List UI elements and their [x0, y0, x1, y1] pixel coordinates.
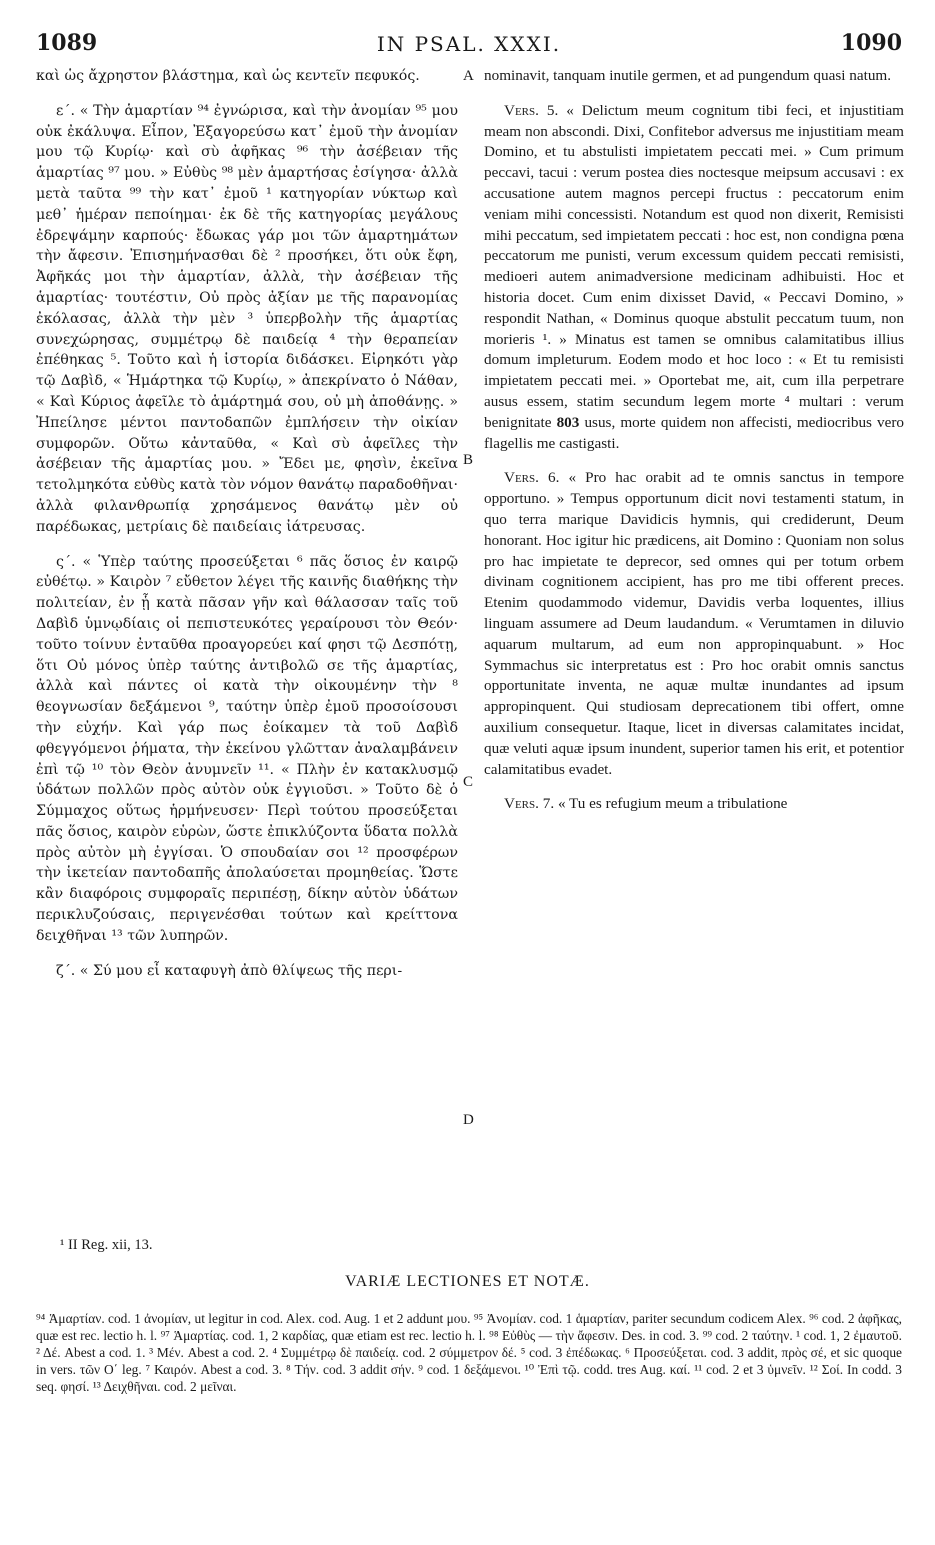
- greek-paragraph-1: καὶ ὡς ἄχρηστον βλάστημα, καὶ ὡς κεντεῖν πεφυκός.: [36, 68, 420, 84]
- greek-paragraph-verse-6: ς΄. « Ὑπὲρ ταύτης προσεύξεται ⁶ πᾶς ὅσιος ἐν καιρῷ εὐθέτῳ. » Καιρὸν ⁷ εὔθετον λέγει τῆς καινῆς διαθήκης τὴν πολιτείαν, ἐν ᾗ κατὰ πᾶσαν γῆν καὶ θάλασσαν ταῖς τοῦ Δαβὶδ ὑμνῳδίαις οἱ πεπιστευκότες γεραίρουσι τὸν Θεόν· τοῦτο τοίνυν ἐνταῦθα προαγορεύει καί φησι τῷ Δεσπότῃ, ὅτι Οὐ μόνος ὑπὲρ ταύτης ἀντιβολῶ σε τῆς ἁμαρτίας, ἀλλὰ καὶ πάντες οἱ κατὰ τὴν οἰκουμένην τὴν ⁸ θεογνωσίαν δεξάμενοι ⁹, ταύτην ὑπὲρ ἐμοῦ προσοίσουσι τὴν εὐχήν. Καὶ γάρ πως ἐοίκαμεν τὰ τοῦ Δαβὶδ φθεγγόμενοι ῥήματα, τὴν ἐκείνου γλῶτταν ἀναλαμβάνειν ἐπὶ τῷ ¹⁰ τὸν Θεὸν ἀνυμνεῖν ¹¹. « Πλὴν ἐν κατακλυσμῷ ὑδάτων πολλῶν πρὸς αὐτὸν οὐκ ἐγγιοῦσι. » Τοῦτο δὲ ὁ Σύμμαχος οὕτως ἡρμήνευσεν· Περὶ τούτου προσεύξεται πᾶς ὅσιος, καιρὸν εὑρὼν, ὥστε ἐπικλύζοντα ὕδατα πολλὰ πρὸς αὐτὸν μὴ ἐγγίσαι. Ὁ σπουδαίαν σοι ¹² προσφέρων τὴν ἱκετείαν παντοδαπῆς ἀπολαύσεται προμηθείας. Ὥστε κἂν διαφόροις συμφοραῖς περιπέσῃ, δίκην αὐτὸν ὑδάτων περικλυζούσαις, περιγενέσθαι τούτων καὶ κρείττονα δειχθῆναι ¹³ τῶν λυπηρῶν.: [36, 553, 458, 944]
- latin-paragraph-1: nominavit, tanquam inutile germen, et ad pungendum quasi natum.: [484, 67, 892, 84]
- latin-text-verse-6: « Pro hac orabit ad te omnis sanctus in tempore opportuno. » Tempus opportunum dicit novi testamenti statum, in quo terra marique Davidicis hymnis, qui crediderunt, Deum honorant. Hoc igitur hic prædicens, ait Domino : Quoniam non solus pro hac impietate te deprecor, sed omnes qui per totum orbem divinam cognitionem accipient, has pro me tibi offerent preces. Etenim quodammodo videmur, Davidis verba loquentes, illius linguam assumere ad Deum laudandum. « Verumtamen in diluvio aquarum multarum, ad eum non appropinquabunt. » Hoc Symmachus sic interpretatus est : Pro hoc orabit omnis sanctus opportunitate inventa, ne aquæ multæ inundantes ad ipsum appropinquent. Qui studiosam deprecationem tibi offert, omne auxilium consequetur. Itaque, licet in diversas calamitates incidat, quæ veluti aquæ ipsum inundent, superior tamen his erit, et potentior calamitatibus evadet.: [484, 469, 904, 778]
- variae-lectiones-notes: ⁹⁴ Ἁμαρτίαν. cod. 1 ἀνομίαν, ut legitur in cod. Alex. cod. Aug. 1 et 2 addunt μου. ⁹⁵ Ἀνομίαν. cod. 1 ἁμαρτίαν, pariter secundum codicem Alex. ⁹⁶ cod. 2 ἀφῆκας, quæ est rec. lectio h. l. ⁹⁷ Ἁμαρτίας. cod. 1, 2 καρδίας, quæ etiam est rec. lectio h. l. ⁹⁸ Εὐθὺς — τὴν ἄφεσιν. Des. in cod. 3. ⁹⁹ cod. 2 ταύτην. ¹ cod. 1, 2 ἐμαυτοῦ. ² Δέ. Abest a cod. 1. ³ Μέν. Abest a cod. 2. ⁴ Συμμέτρῳ δὲ παιδείᾳ. cod. 2 σύμμετρον δέ. ⁵ cod. 3 ἐπέδωκας. ⁶ Προσεύξεται. cod. 3 addit, πρὸς σέ, et sic quoque in vers. τῶν Ο΄ leg. ⁷ Καιρόν. Abest a cod. 3. ⁸ Τήν. cod. 3 addit σήν. ⁹ cod. 1 δεξάμενοι. ¹⁰ Ἐπὶ τῷ. codd. tres Aug. καί. ¹¹ cod. 2 et 3 ὑμνεῖν. ¹² Σοί. In codd. 3 seq. φησί. ¹³ Δειχθῆναι. cod. 2 μεῖναι.: [36, 1311, 902, 1394]
- latin-paragraph-verse-5: [484, 101, 904, 455]
- running-title: IN PSAL. XXXI.: [376, 32, 562, 56]
- latin-column: [484, 66, 904, 815]
- page-number-right: 1090: [840, 30, 902, 56]
- latin-paragraph-verse-7: [484, 794, 904, 815]
- page-number-left: 1089: [36, 30, 98, 56]
- verse-label-5: Vers. 5.: [504, 101, 559, 119]
- scripture-reference: ¹ II Reg. xii, 13.: [60, 1237, 153, 1253]
- margin-letter-c: C: [463, 774, 474, 790]
- page-header: [36, 30, 902, 64]
- column-marker: 803: [556, 413, 580, 431]
- latin-text-verse-5: « Delictum meum cognitum tibi feci, et injustitiam meam non abscondi. Dixi, Confitebor adversus me injustitiam meam Domino, et tu abstulisti impietatem peccati mei. » Cum primum peccavi, tacui : verum postea dies noctesque meipsum accusavi : ex accusatione autem magnos percepi fructus : peccatorum enim veniam mihi concessisti. Notandum est quod non dixerit, Remisisti mihi peccatum, sed impietatem peccati : hoc est, non condigna pœna peccatorum me punisti, verum excessum quidem peccati remisisti, medioeri autem animadversione medicinam adhibuisti. Hoc et historia docet. Cum enim dixisset David, « Peccavi Domino, » respondit Nathan, « Dominus quoque abstulit peccatum tuum, non morieris ¹. » Minatus est tamen se omnibus calamitatibus illius domum impleturum. Eodem modo et hoc loco : « Et tu remisisti impietatem peccati mei. » Oportebat me, ait, cum illa perpetrare ausus essem, statim secundum legem morte ⁴ multari : verum benignitate: [484, 101, 904, 431]
- greek-paragraph-verse-5: ε΄. « Τὴν ἁμαρτίαν ⁹⁴ ἐγνώρισα, καὶ τὴν ἀνομίαν ⁹⁵ μου οὐκ ἐκάλυψα. Εἶπον, Ἐξαγορεύσω κατ᾽ ἐμοῦ τὴν ἀνομίαν μου τῷ Κυρίῳ· καὶ σὺ ἀφῆκας ⁹⁶ τὴν ἀσέβειαν τῆς ἁμαρτίας ⁹⁷ μου. » Εὐθὺς ⁹⁸ μὲν ἁμαρτήσας ἐσίγησα· ἀλλὰ μετὰ ταῦτα ⁹⁹ τὴν κατ᾽ ἐμοῦ ¹ κατηγορίαν νύκτωρ καὶ μεθ᾽ ἡμέραν πεποίημαι· ἐκ δὲ τῆς κατηγορίας μεγάλους ἐδρεψάμην καρπούς· ἔδωκας γάρ μοι τῶν ἁμαρτημάτων τὴν ἄφεσιν. Ἐπισημήνασθαι δὲ ² προσήκει, ὅτι οὐκ ἔφη, Ἀφῆκάς μοι τὴν ἁμαρτίαν, ἀλλὰ, τὴν ἀσέβειαν τῆς ἁμαρτίας· τουτέστιν, Οὐ πρὸς ἀξίαν με τῆς παρανομίας ἐκόλασας, ἀλλὰ τὴν μὲν ³ ὑπερβολὴν τῆς ἁμαρτίας συνεχώρησας, συμμέτρῳ δὲ παιδείᾳ ⁴ τὴν θεραπείαν ἐπέθηκας ⁵. Τοῦτο καὶ ἡ ἱστορία διδάσκει. Εἰρηκότι γὰρ τῷ Δαβὶδ, « Ἡμάρτηκα τῷ Κυρίῳ, » ἀπεκρίνατο ὁ Νάθαν, « Καὶ Κύριος ἀφεῖλε τὸ ἁμάρτημά σου, οὐ μὴ ἀποθάνῃς. » Ἠπείλησε μέντοι παντοδαπῶν ἐμπλήσειν τὴν οἰκίαν συμφορῶν. Οὕτω κἀνταῦθα, « Καὶ σὺ ἀφεῖλες τὴν ἀσέβειαν τῆς ἁμαρτίας μου. » Ἔδει με, φησὶν, ἐκεῖνα τετολμηκότα εὐθὺς κατὰ τὸν νόμον θανάτῳ παραδοθῆναι· ἀλλὰ φιλανθρωπίᾳ χρησάμενος θανάτῳ μὲν οὐ παρέδωκας, μετρίαις δὲ παιδείαις ἰάτρευσας.: [36, 102, 458, 535]
- variae-lectiones-title: VARIÆ LECTIONES ET NOTÆ.: [345, 1273, 590, 1290]
- greek-column: [36, 66, 458, 981]
- latin-paragraph-verse-6: [484, 468, 904, 780]
- margin-letter-a: A: [463, 68, 474, 84]
- latin-text-verse-7: « Tu es refugium meum a tribulatione: [557, 795, 788, 813]
- latin-text-verse-5-end: usus, morte quidem non affecisti, mediocribus vero flagellis me castigasti.: [484, 413, 905, 452]
- margin-letter-d: D: [463, 1112, 474, 1128]
- margin-letter-b: B: [463, 452, 474, 468]
- greek-paragraph-verse-7: ζ΄. « Σύ μου εἶ καταφυγὴ ἀπὸ θλίψεως τῆς περι-: [56, 962, 403, 979]
- verse-label-6: Vers. 6.: [504, 469, 560, 487]
- verse-label-7: Vers. 7.: [504, 795, 555, 813]
